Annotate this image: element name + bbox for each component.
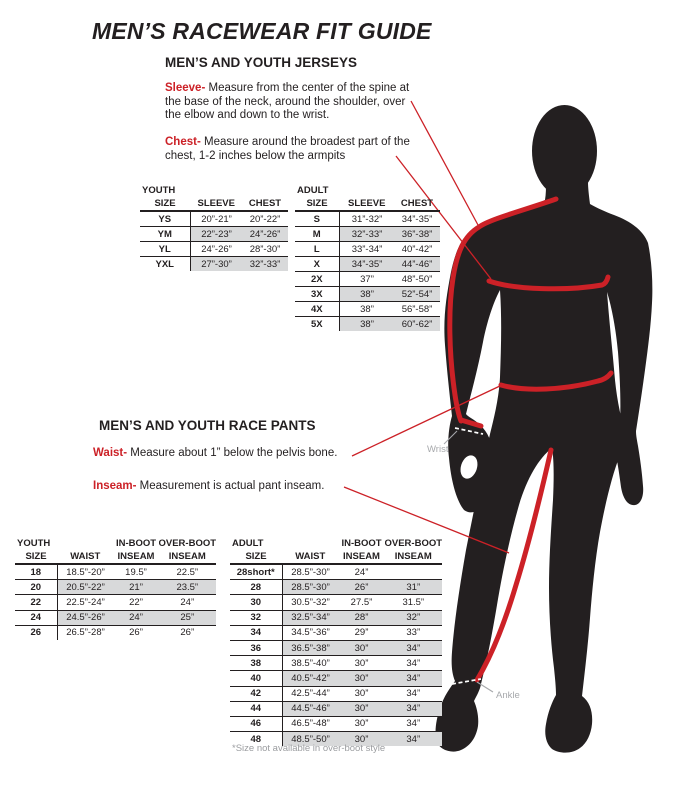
chest-instruction-label: Chest- (165, 136, 201, 148)
column-header: WAIST (282, 549, 339, 564)
page-title: MEN’S RACEWEAR FIT GUIDE (92, 18, 432, 44)
value-cell: 24” (354, 566, 369, 578)
table-row (230, 564, 442, 580)
table-row (295, 211, 440, 227)
size-cell: YM (140, 227, 190, 242)
waist-instruction (93, 447, 337, 461)
size-cell: 38 (230, 656, 282, 671)
value-cell: 34” (385, 686, 443, 701)
group-label: YOUTH (142, 185, 176, 196)
chest-instruction-text: Measure around the broadest part of the chest, 1-2 inches below the armpits (165, 136, 410, 162)
size-cell: 46 (230, 716, 282, 731)
header-row (140, 196, 288, 211)
chest-instruction (165, 136, 411, 163)
value-cell: 38.5”-40” (282, 656, 339, 671)
table-row (295, 287, 440, 302)
value-cell: 21” (114, 580, 159, 595)
table-row (295, 317, 440, 332)
value-cell: 25” (159, 610, 217, 625)
size-table (230, 537, 442, 746)
header-row (230, 549, 442, 564)
size-cell: M (295, 227, 339, 242)
sleeve-instruction-text: Measure from the center of the spine at the base of the neck, around the shoulder, over the elbow and down to the wrist. (165, 82, 410, 121)
value-cell: 31”-32” (351, 213, 383, 225)
value-cell: 34”-35” (401, 213, 433, 225)
value-cell: 30” (339, 640, 385, 655)
column-header: CHEST (243, 196, 288, 211)
value-cell: 40”-42” (395, 242, 440, 257)
value-cell: 48”-50” (395, 272, 440, 287)
column-header: SIZE (295, 196, 339, 211)
sleeve-instruction (165, 82, 421, 123)
table-row (295, 272, 440, 287)
value-cell: 36.5”-38” (282, 640, 339, 655)
header-row (295, 196, 440, 211)
value-cell: 27”-30” (190, 257, 243, 272)
size-cell: 42 (230, 686, 282, 701)
size-cell: L (295, 242, 339, 257)
column-header: IN-BOOT (341, 538, 382, 549)
jerseys-section-heading: MEN’S AND YOUTH JERSEYS (165, 55, 358, 70)
size-cell: 18 (15, 564, 57, 580)
value-cell: 44.5”-46” (282, 701, 339, 716)
value-cell: 34” (385, 671, 443, 686)
size-cell: 40 (230, 671, 282, 686)
value-cell: 28”-30” (243, 242, 288, 257)
value-cell: 22”-23” (190, 227, 243, 242)
value-cell (385, 564, 443, 580)
value-cell: 20”-22” (249, 213, 281, 225)
value-cell: 28.5”-30” (291, 566, 330, 578)
value-cell: 40.5”-42” (282, 671, 339, 686)
value-cell: 26” (339, 580, 385, 595)
table-row (15, 625, 216, 640)
table-row (230, 610, 442, 625)
size-table (140, 184, 288, 271)
header-row (15, 549, 216, 564)
value-cell: 30” (339, 671, 385, 686)
value-cell: 44”-46” (395, 257, 440, 272)
inseam-instruction (93, 480, 324, 494)
column-header: SIZE (15, 549, 57, 564)
value-cell: 22.5”-24” (57, 595, 114, 610)
value-cell: 32” (385, 610, 443, 625)
size-cell: S (295, 211, 339, 227)
size-cell: 48 (230, 732, 282, 747)
column-header: SLEEVE (190, 196, 243, 211)
ankle-label: Ankle (496, 690, 520, 701)
value-cell: 32”-33” (243, 257, 288, 272)
size-cell: 24 (15, 610, 57, 625)
value-cell: 31” (385, 580, 443, 595)
inseam-instruction-text: Measurement is actual pant inseam. (139, 480, 325, 492)
table-row (295, 257, 440, 272)
adult-pants-size-table (230, 537, 442, 746)
size-cell: X (295, 257, 339, 272)
size-cell: 4X (295, 302, 339, 317)
value-cell: 34.5”-36” (282, 625, 339, 640)
waist-instruction-label: Waist- (93, 447, 128, 459)
youth-jerseys-size-table (140, 184, 288, 271)
table-row (230, 640, 442, 655)
size-cell: 34 (230, 625, 282, 640)
value-cell: 24” (159, 595, 217, 610)
column-header: OVER-BOOT (384, 538, 443, 549)
group-label: ADULT (232, 538, 264, 549)
size-table (15, 537, 216, 640)
group-label: YOUTH (17, 538, 51, 549)
column-header: OVER-BOOT (158, 538, 217, 549)
value-cell: 34” (385, 656, 443, 671)
value-cell: 37” (339, 272, 395, 287)
column-header: INSEAM (339, 549, 385, 564)
value-cell: 33”-34” (339, 242, 395, 257)
column-header: WAIST (57, 549, 114, 564)
value-cell: 30” (339, 686, 385, 701)
value-cell: 48.5”-50” (282, 732, 339, 747)
size-footnote: *Size not available in over-boot style (232, 743, 386, 754)
table-row (140, 257, 288, 272)
column-header: INSEAM (159, 549, 217, 564)
value-cell: 26.5”-28” (57, 625, 114, 640)
value-cell: 38” (339, 287, 395, 302)
value-cell: 27.5” (339, 595, 385, 610)
size-cell: 32 (230, 610, 282, 625)
value-cell: 30” (339, 656, 385, 671)
value-cell: 20.5”-22” (57, 580, 114, 595)
value-cell: 52”-54” (395, 287, 440, 302)
value-cell: 29” (339, 625, 385, 640)
value-cell: 38” (339, 302, 395, 317)
value-cell: 24.5”-26” (57, 610, 114, 625)
table-row (230, 595, 442, 610)
value-cell: 34” (385, 640, 443, 655)
table-row (140, 227, 288, 242)
size-cell: 30 (230, 595, 282, 610)
size-cell: 36 (230, 640, 282, 655)
table-row (295, 302, 440, 317)
table-row (230, 671, 442, 686)
inseam-instruction-label: Inseam- (93, 480, 137, 492)
waist-instruction-text: Measure about 1” below the pelvis bone. (130, 447, 338, 459)
size-cell: 26 (15, 625, 57, 640)
value-cell: 24”-26” (243, 227, 288, 242)
size-cell: YXL (140, 257, 190, 272)
column-header: SIZE (140, 196, 190, 211)
value-cell: 20”-21” (201, 213, 232, 225)
value-cell: 18.5”-20” (66, 566, 105, 578)
size-cell: 22 (15, 595, 57, 610)
sleeve-instruction-label: Sleeve- (165, 82, 206, 94)
value-cell: 33” (385, 625, 443, 640)
adult-jerseys-size-table (295, 184, 440, 331)
value-cell: 38” (339, 317, 395, 332)
value-cell: 34” (385, 716, 443, 731)
column-header: CHEST (395, 196, 440, 211)
table-row (230, 716, 442, 731)
value-cell: 30.5”-32” (282, 595, 339, 610)
table-row (230, 686, 442, 701)
value-cell: 34” (385, 732, 443, 747)
value-cell: 36”-38” (395, 227, 440, 242)
table-row (230, 656, 442, 671)
value-cell: 34”-35” (339, 257, 395, 272)
size-cell: 5X (295, 317, 339, 332)
value-cell: 42.5”-44” (282, 686, 339, 701)
table-row (140, 242, 288, 257)
table-row (15, 580, 216, 595)
value-cell: 22” (114, 595, 159, 610)
column-header (339, 184, 395, 196)
value-cell: 32.5”-34” (282, 610, 339, 625)
table-row (230, 701, 442, 716)
value-cell: 26” (114, 625, 159, 640)
column-header: INSEAM (385, 549, 443, 564)
size-cell: 28short* (230, 564, 282, 580)
value-cell: 30” (339, 732, 385, 747)
value-cell: 22.5” (176, 566, 199, 578)
table-row (15, 564, 216, 580)
value-cell: 34” (385, 701, 443, 716)
size-cell: YS (140, 211, 190, 227)
size-cell: 3X (295, 287, 339, 302)
value-cell: 24” (114, 610, 159, 625)
table-row (230, 625, 442, 640)
value-cell: 30” (339, 716, 385, 731)
table-row (295, 242, 440, 257)
value-cell: 46.5”-48” (282, 716, 339, 731)
value-cell: 19.5” (125, 566, 147, 578)
column-header (243, 184, 288, 196)
column-header: SLEEVE (339, 196, 395, 211)
header-row (15, 537, 216, 549)
pants-section-heading: MEN’S AND YOUTH RACE PANTS (99, 418, 316, 433)
group-label: ADULT (297, 185, 329, 196)
value-cell: 30” (339, 701, 385, 716)
size-cell: 28 (230, 580, 282, 595)
value-cell: 60”-62” (395, 317, 440, 332)
table-row (230, 580, 442, 595)
column-header (57, 537, 114, 549)
value-cell: 28” (339, 610, 385, 625)
table-row (295, 227, 440, 242)
column-header (395, 184, 440, 196)
column-header: SIZE (230, 549, 282, 564)
youth-pants-size-table (15, 537, 216, 640)
table-row (15, 595, 216, 610)
value-cell: 31.5” (385, 595, 443, 610)
column-header (190, 184, 243, 196)
column-header: IN-BOOT (115, 538, 157, 549)
header-row (140, 184, 288, 196)
value-cell: 28.5”-30” (282, 580, 339, 595)
value-cell: 26” (159, 625, 217, 640)
value-cell: 32”-33” (339, 227, 395, 242)
table-row (140, 211, 288, 227)
value-cell: 24”-26” (190, 242, 243, 257)
size-cell: 20 (15, 580, 57, 595)
value-cell: 56”-58” (395, 302, 440, 317)
header-row (230, 537, 442, 549)
header-row (295, 184, 440, 196)
column-header (282, 537, 339, 549)
size-cell: 44 (230, 701, 282, 716)
value-cell: 23.5” (159, 580, 217, 595)
size-cell: YL (140, 242, 190, 257)
size-cell: 2X (295, 272, 339, 287)
wrist-label: Wrist (427, 444, 449, 455)
size-table (295, 184, 440, 331)
column-header: INSEAM (114, 549, 159, 564)
table-row (15, 610, 216, 625)
